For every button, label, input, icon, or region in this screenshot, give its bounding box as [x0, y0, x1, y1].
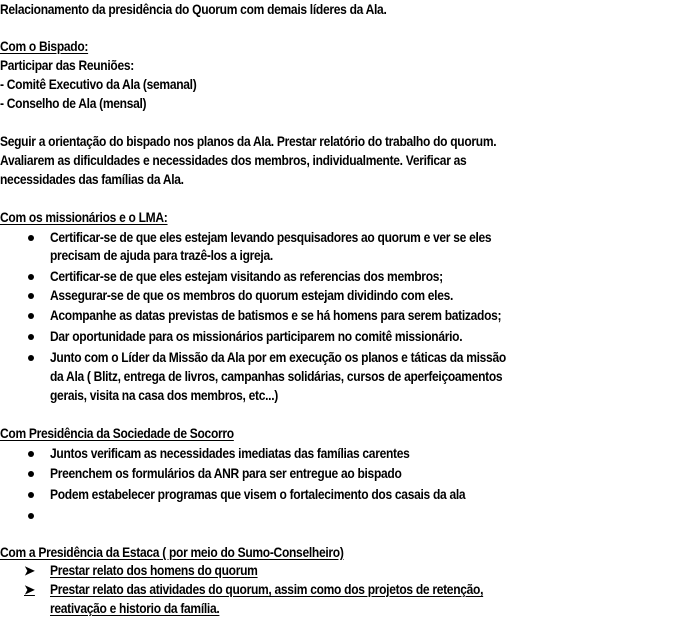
list-item-text: reativação e historio da família.: [50, 600, 220, 616]
list-item-text: Certificar-se de que eles estejam visitando as referencias dos membros;: [50, 268, 443, 284]
section-heading-missionarios: Com os missionários e o LMA:: [0, 209, 168, 225]
list-item-text: Podem estabelecer programas que visem o fortalecimento dos casais da ala: [50, 486, 466, 502]
bullet-disc-icon: [28, 228, 36, 247]
bullet-disc-icon: [28, 506, 36, 525]
list-item-text: gerais, visita na casa dos membros, etc...): [50, 387, 278, 403]
list-item-text: da Ala ( Blitz, entrega de livros, campanhas solidárias, cursos de aperfeiçoamentos: [50, 368, 503, 384]
bispado-paragraph-line: necessidades das famílias da Ala.: [0, 171, 184, 187]
bullet-disc-icon: [28, 286, 36, 305]
bullet-disc-icon: [28, 485, 36, 504]
bullet-disc-icon: [28, 464, 36, 483]
bispado-line: - Conselho de Ala (mensal): [0, 95, 147, 111]
list-item-text: Dar oportunidade para os missionários participarem no comitê missionário.: [50, 328, 463, 344]
list-item-text: Juntos verificam as necessidades imediatas das famílias carentes: [50, 445, 410, 461]
list-item-text: Assegurar-se de que os membros do quorum estejam dividindo com eles.: [50, 287, 454, 303]
bispado-line: - Comitê Executivo da Ala (semanal): [0, 76, 197, 92]
section-heading-socorro: Com Presidência da Sociedade de Socorro: [0, 425, 234, 441]
list-item-text: Certificar-se de que eles estejam levando pesquisadores ao quorum e ver se eles: [50, 229, 492, 245]
bullet-disc-icon: [28, 306, 36, 325]
bullet-disc-icon: [28, 327, 36, 346]
bispado-paragraph-line: Avaliarem as dificuldades e necessidades dos membros, individualmente. Verificar as: [0, 152, 467, 168]
arrow-bullet-icon: ➤: [24, 563, 35, 578]
list-item-text: Prestar relato dos homens do quorum: [50, 562, 258, 578]
bullet-disc-icon: [28, 348, 36, 367]
list-item-text: Preenchem os formulários da ANR para ser entregue ao bispado: [50, 465, 402, 481]
section-heading-bispado: Com o Bispado:: [0, 38, 89, 54]
bullet-disc-icon: [28, 444, 36, 463]
bispado-paragraph-line: Seguir a orientação do bispado nos planos da Ala. Prestar relatório do trabalho do quorum.: [0, 133, 497, 149]
document-title: Relacionamento da presidência do Quorum com demais líderes da Ala.: [0, 1, 387, 17]
list-item-text: Prestar relato das atividades do quorum, assim como dos projetos de retenção,: [50, 581, 484, 597]
arrow-bullet-icon: ➤: [24, 582, 35, 597]
bispado-line: Participar das Reuniões:: [0, 57, 134, 73]
list-item-text: Junto com o Líder da Missão da Ala por em execução os planos e táticas da missão: [50, 349, 506, 365]
list-item-text: precisam de ajuda para trazê-los a igreja.: [50, 247, 273, 263]
list-item-text: Acompanhe as datas previstas de batismos e se há homens para serem batizados;: [50, 307, 502, 323]
bullet-disc-icon: [28, 267, 36, 286]
section-heading-estaca: Com a Presidência da Estaca ( por meio do Sumo-Conselheiro): [0, 544, 344, 560]
